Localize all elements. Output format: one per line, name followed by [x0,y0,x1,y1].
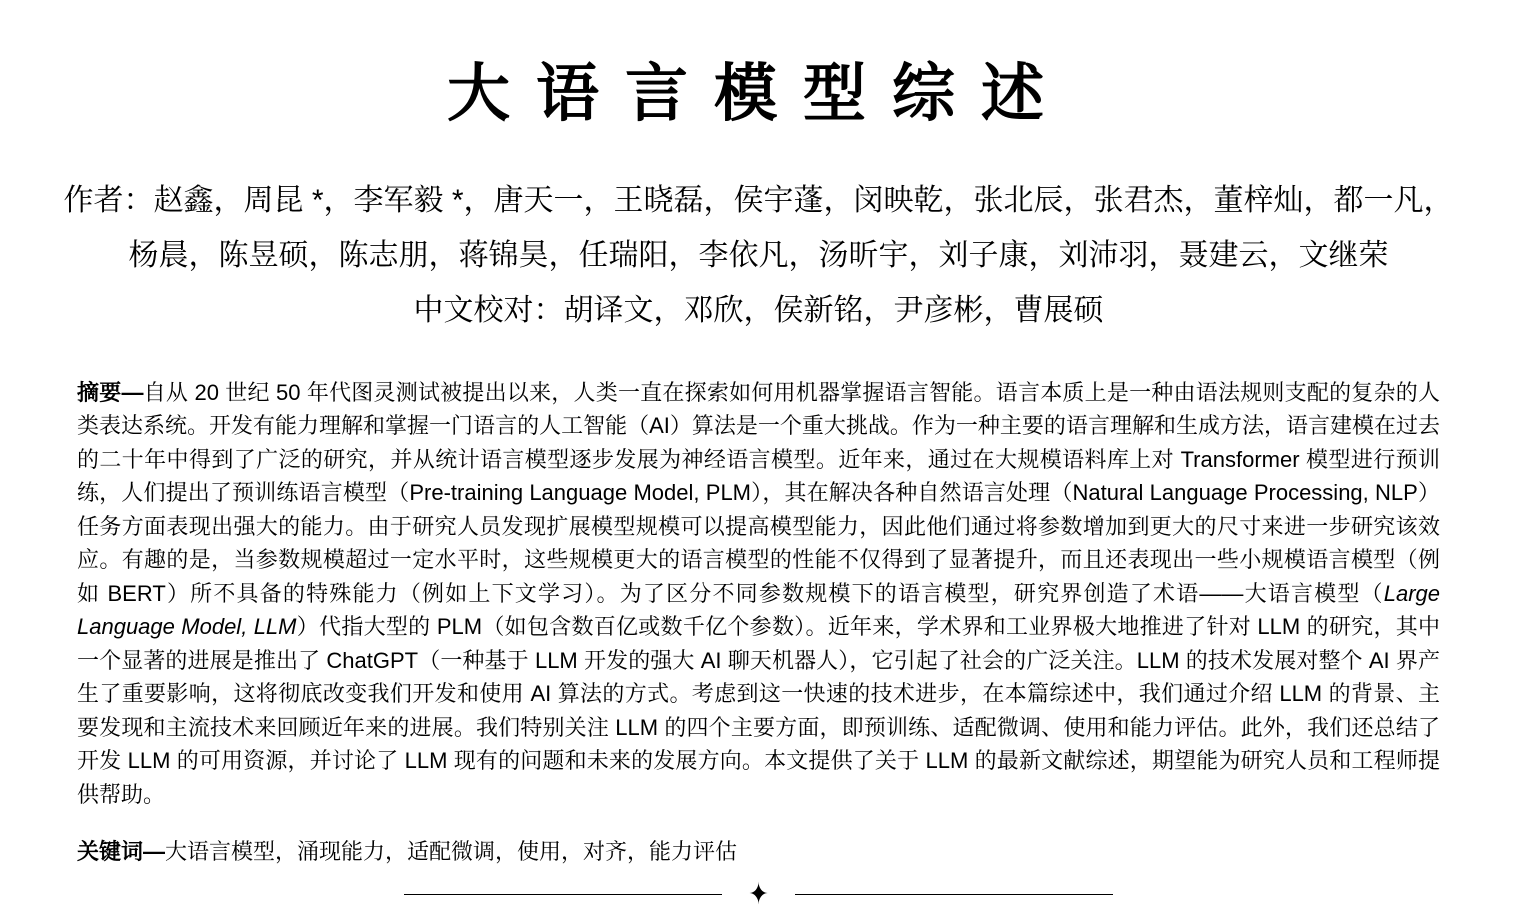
author-block [0,173,1517,338]
keywords-text: 大语言模型，涌现能力，适配微调，使用，对齐，能力评估 [165,839,738,865]
abstract-label: 摘要— [77,379,144,405]
paper-title: 大语言模型综述 [447,59,1070,130]
keywords-label: 关键词— [77,839,166,865]
paper-page [0,42,1517,921]
abstract-paragraph [77,376,1440,812]
diamond-ornament-icon: ✦ [748,877,769,912]
footer-divider [0,877,1517,912]
abstract-text-part2: ）代指大型的 PLM（如包含数百亿或数千亿个参数）。近年来，学术界和工业界极大地推进了针对 LLM 的研究，其中一个显著的进展是推出了 ChatGPT（一种基于 LLM 开发的强大 AI 聊天机器人），它引起了社会的广泛关注。LLM 的技术发展对整个 AI 界产生了重要影响，这将彻底改变我们开发和使用 AI 算法的方式。考虑到这一快速的技术进步，在本篇综述中，我们通过介绍 LLM 的背景、主要发现和主流技术来回顾近年来的进展。我们特别关注 LLM 的四个主要方面，即预训练、适配微调、使用和能力评估。此外，我们还总结了开发 LLM 的可用资源，并讨论了 LLM 现有的问题和未来的发展方向。本文提供了关于 LLM 的最新文献综述，期望能为研究人员和工程师提供帮助。 [77,614,1441,807]
author-line-1: 作者：赵鑫，周昆 *，李军毅 *，唐天一，王晓磊，侯宇蓬，闵映乾，张北辰，张君杰，董梓灿，都一凡， [63,183,1454,217]
divider-rule-right [795,894,1113,895]
divider-rule-left [404,894,722,895]
abstract-italic-term: Large Language Model, LLM [77,580,1440,640]
abstract-text-part1: 自从 20 世纪 50 年代图灵测试被提出以来，人类一直在探索如何用机器掌握语言智能。语言本质上是一种由语法规则支配的复杂的人类表达系统。开发有能力理解和掌握一门语言的人工智能（AI）算法是一个重大挑战。作为一种主要的语言理解和生成方法，语言建模在过去的二十年中得到了广泛的研究，并从统计语言模型逐步发展为神经语言模型。近年来，通过在大规模语料库上对 Transformer 模型进行预训练，人们提出了预训练语言模型（Pre-training Language Model, PLM），其在解决各种自然语言处理（Natural Language Processing, NLP）任务方面表现出强大的能力。由于研究人员发现扩展模型规模可以提高模型能力，因此他们通过将参数增加到更大的尺寸来进一步研究该效应。有趣的是，当参数规模超过一定水平时，这些规模更大的语言模型的性能不仅得到了显著提升，而且还表现出一些小规模语言模型（例如 BERT）所不具备的特殊能力（例如上下文学习）。为了区分不同参数规模下的语言模型，研究界创造了术语——大语言模型（ [77,379,1440,606]
author-line-2: 杨晨，陈昱硕，陈志朋，蒋锦昊，任瑞阳，李依凡，汤昕宇，刘子康，刘沛羽，聂建云，文继荣 [128,238,1389,272]
keywords-line [77,835,1440,869]
proofreader-line: 中文校对：胡译文，邓欣，侯新铭，尹彦彬，曹展硕 [413,293,1104,327]
